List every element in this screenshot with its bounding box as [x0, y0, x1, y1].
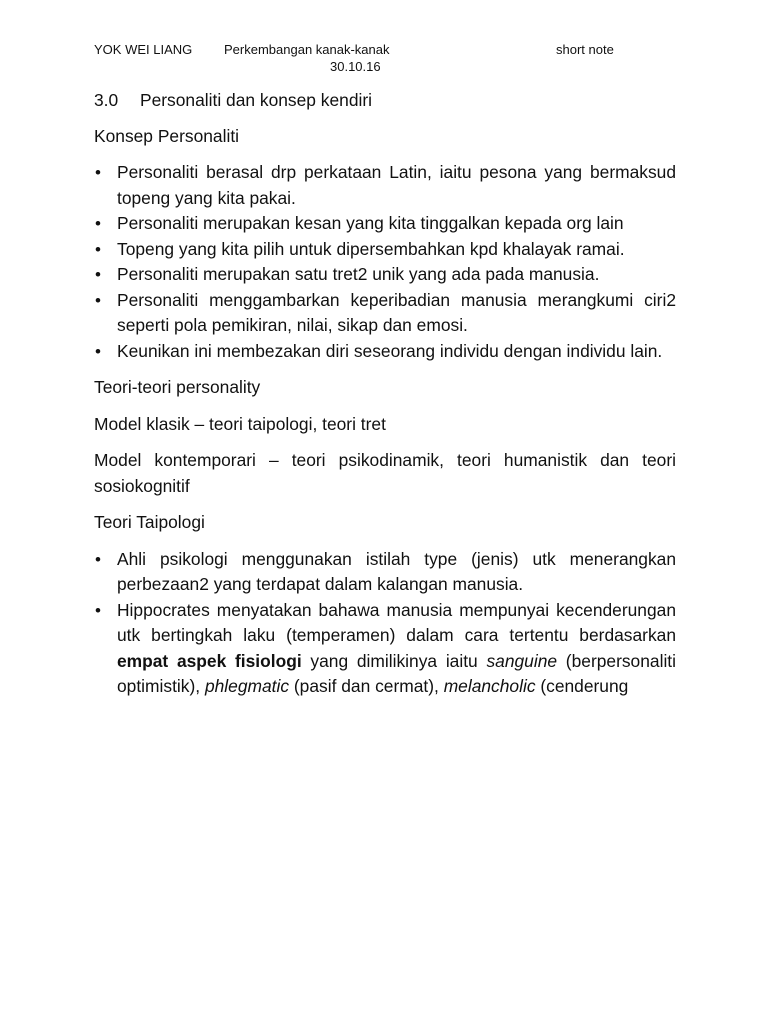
- italic-term: sanguine: [486, 650, 558, 671]
- model-kontemporari-text: Model kontemporari – teori psikodinamik, teori humanistik dan teori sosiokognitif: [94, 450, 676, 496]
- header-date: 30.10.16: [330, 59, 381, 74]
- list-item: [94, 339, 676, 365]
- list-item: [94, 237, 676, 263]
- list-item-text: Personaliti berasal drp perkataan Latin, iaitu pesona yang bermaksud topeng yang kita pakai.: [117, 162, 676, 208]
- header-subject: Perkembangan kanak-kanak: [224, 42, 390, 57]
- taipologi-bullet-list: [94, 547, 676, 700]
- list-item-text: Personaliti merupakan satu tret2 unik yang ada pada manusia.: [117, 264, 600, 284]
- bullet-icon: •: [95, 265, 101, 284]
- list-item: [94, 598, 676, 700]
- bullet-icon: •: [95, 549, 101, 569]
- text-run: (cenderung: [535, 676, 629, 696]
- section-number: 3.0: [94, 90, 119, 110]
- bullet-icon: •: [95, 600, 101, 620]
- konsep-bullet-list: [94, 160, 676, 364]
- header-author: YOK WEI LIANG: [94, 42, 193, 57]
- list-item: [94, 211, 676, 237]
- list-item-text: Ahli psikologi menggunakan istilah type (jenis) utk menerangkan perbezaan2 yang terdapat dalam kalangan manusia.: [117, 548, 676, 594]
- bold-term: empat aspek fisiologi: [117, 650, 302, 671]
- list-item: [94, 160, 676, 211]
- list-item-text: Personaliti merupakan kesan yang kita tinggalkan kepada org lain: [117, 213, 624, 233]
- header-note: short note: [556, 42, 614, 57]
- bullet-icon: •: [95, 163, 101, 182]
- page-header: [94, 42, 684, 76]
- list-item-text: Keunikan ini membezakan diri seseorang individu dengan individu lain.: [117, 340, 663, 361]
- section-title: [94, 88, 676, 114]
- list-item-text: Personaliti menggambarkan keperibadian manusia merangkumi ciri2 seperti pola pemikiran, nilai, sikap dan emosi.: [117, 289, 676, 335]
- list-item-text: [117, 600, 676, 697]
- bullet-icon: •: [95, 290, 101, 310]
- text-run: Hippocrates menyatakan bahawa manusia mempunyai kecenderungan utk bertingkah laku (temperamen) dalam cara tertentu berdasarkan: [117, 599, 676, 645]
- list-item: [94, 288, 676, 339]
- bullet-icon: •: [95, 214, 101, 233]
- section-title-text: Personaliti dan konsep kendiri: [140, 90, 373, 110]
- model-klasik-text: Model klasik – teori taipologi, teori tret: [94, 413, 386, 434]
- document-body: [94, 88, 676, 711]
- bullet-icon: •: [95, 341, 101, 361]
- list-item: [94, 547, 676, 598]
- list-item: [94, 262, 676, 288]
- konsep-heading: Konsep Personaliti: [94, 125, 240, 146]
- text-run: yang dimilikinya iaitu: [301, 650, 487, 671]
- italic-term: phlegmatic: [204, 676, 290, 696]
- taipologi-heading: Teori Taipologi: [94, 512, 205, 532]
- list-item-text: Topeng yang kita pilih untuk dipersembahkan kpd khalayak ramai.: [117, 238, 625, 259]
- text-run: (berpersonaliti optimistik),: [117, 650, 676, 696]
- bullet-icon: •: [95, 239, 101, 259]
- italic-term: melancholic: [443, 676, 536, 696]
- teori-heading: Teori-teori personality: [94, 377, 261, 397]
- text-run: (pasif dan cermat),: [289, 676, 444, 696]
